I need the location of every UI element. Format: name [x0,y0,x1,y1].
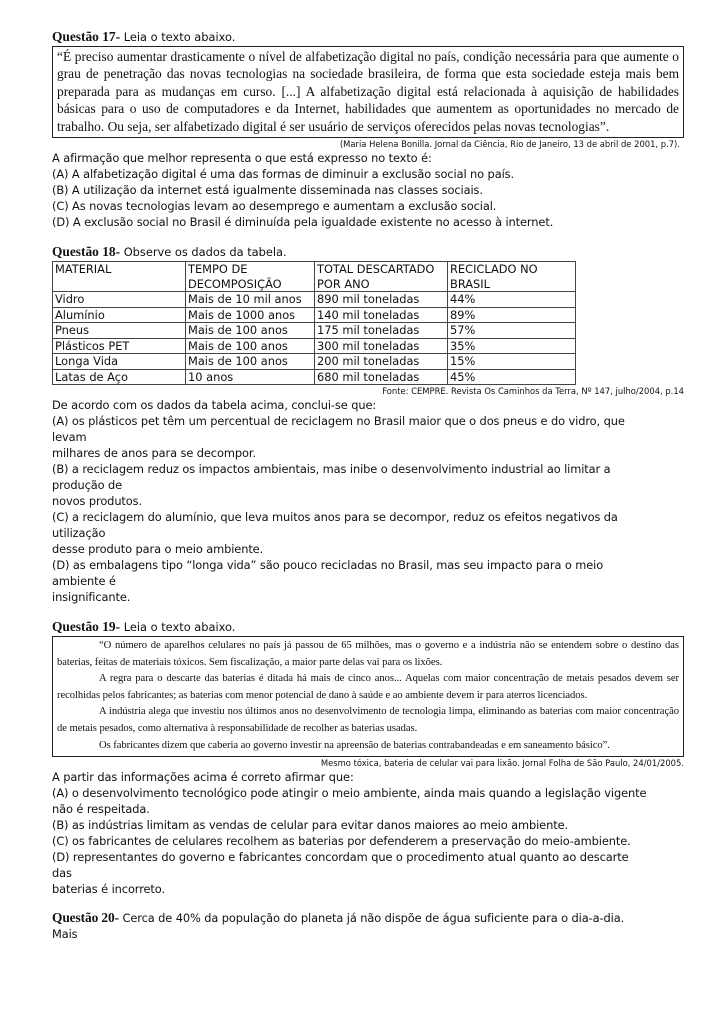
q19-paragraph: A indústria alega que investiu nos últimos anos no desenvolvimento de tecnologia limpa, eliminando as baterias com maior concentração de metais pesados, como alternativa à responsabilidade de recolher as baterias usadas. [57,706,679,734]
q18-lead: Observe os dados da tabela. [120,245,287,260]
table-cell: Longa Vida [53,354,186,370]
q19-quote-box [52,636,684,757]
materials-table [52,261,576,385]
q17-body [52,150,684,230]
q19-paragraph: “O número de aparelhos celulares no país já passou de 65 milhões, mas o governo e a indústria não se entendem sobre o destino das baterias, feitas de materiais tóxicos. Sem fiscalização, a maior parte delas vai para os lixões. [57,640,679,668]
q18-heading [52,243,684,261]
table-cell: Mais de 1000 anos [186,307,315,323]
table-cell: Mais de 10 mil anos [186,292,315,308]
table-cell: Latas de Aço [53,369,186,385]
q17-quote-box [52,46,684,138]
table-cell: Mais de 100 anos [186,354,315,370]
q18-option-d-line2: ambiente é [52,574,116,589]
q17-option-c: (C) As novas tecnologias levam ao desemprego e aumentam a exclusão social. [52,199,497,214]
q19-option-a-line2: não é respeitada. [52,802,150,817]
table-cell: 140 mil toneladas [315,307,448,323]
q17-quote: “É preciso aumentar drasticamente o nível de alfabetização digital no país, condição necessária para que aumente o grau de penetração das novas tecnologias na sociedade brasileira, de forma que esta sociedade esteja mais bem preparada para as mudanças em curso. [...] A alfabetização digital está relacionada à aquisição de habilidades básicas para o uso de computadores e da Internet, habilidades que aumentem as oportunidades no mercado de trabalho. Ou seja, ser alfabetizado digital é ser usuário de serviços oferecidos pelas novas tecnologias”. [57,49,679,134]
table-row [53,292,576,308]
q18-option-a-line3: milhares de anos para se decompor. [52,446,256,461]
table-cell: 45% [448,369,576,385]
q20-body [52,910,684,942]
q17-option-b: (B) A utilização da internet está igualmente disseminada nas classes sociais. [52,183,483,198]
table-cell: Alumínio [53,307,186,323]
q19-option-c: (C) os fabricantes de celulares recolhem as baterias por defenderem a preservação do meio-ambiente. [52,834,631,849]
table-cell: 680 mil toneladas [315,369,448,385]
table-cell: 57% [448,323,576,339]
q17-number: Questão 17- [52,29,121,44]
table-cell: Pneus [53,323,186,339]
q17-lead: Leia o texto abaixo. [120,30,236,44]
q20-heading [52,910,684,926]
table-header-cell: MATERIAL [53,262,186,292]
q19-source: Mesmo tóxica, bateria de celular vai para lixão. Jornal Folha de São Paulo, 24/01/2005. [320,758,684,769]
q18-source: Fonte: CEMPRE. Revista Os Caminhos da Terra, Nº 147, julho/2004, p.14 [382,386,684,397]
q17-option-d: (D) A exclusão social no Brasil é diminuída pela igualdade existente no acesso à internet. [52,215,554,230]
q17-source: (Maria Helena Bonilla. Jornal da Ciência, Rio de Janeiro, 13 de abril de 2001, p.7). [339,139,680,150]
exam-page [52,28,684,942]
table-cell: Mais de 100 anos [186,338,315,354]
q18-option-a-line1: (A) os plásticos pet têm um percentual de reciclagem no Brasil maior que o dos pneus e do vidro, que [52,414,625,429]
table-header-cell: TOTAL DESCARTADO POR ANO [315,262,448,292]
table-row [53,323,576,339]
table-row [53,354,576,370]
q19-number: Questão 19- [52,619,121,635]
table-cell: 175 mil toneladas [315,323,448,339]
q18-option-c-line3: desse produto para o meio ambiente. [52,542,264,557]
table-header-cell: RECICLADO NO BRASIL [448,262,576,292]
q19-lead: Leia o texto abaixo. [120,620,236,635]
q19-heading [52,618,684,636]
q19-paragraph: Os fabricantes dizem que caberia ao governo investir na apreensão de baterias contrabandeadas e em saneamento básico”. [99,739,610,751]
table-cell: 200 mil toneladas [315,354,448,370]
q18-option-c-line2: utilização [52,526,106,541]
table-cell: 10 anos [186,369,315,385]
q18-body [52,397,684,605]
q19-option-d-line2: das [52,866,72,881]
q18-option-d-line3: insignificante. [52,590,131,605]
q18-option-d-line1: (D) as embalagens tipo “longa vida” são pouco recicladas no Brasil, mas seu impacto para o meio [52,558,604,573]
table-cell: 35% [448,338,576,354]
q19-body [52,769,684,897]
table-cell: 44% [448,292,576,308]
q17-heading [52,28,684,46]
q18-option-a-line2: levam [52,430,87,445]
table-header-cell: TEMPO DE DECOMPOSIÇÃO [186,262,315,292]
table-cell: 89% [448,307,576,323]
q17-option-a: (A) A alfabetização digital é uma das formas de diminuir a exclusão social no país. [52,167,514,182]
table-row [53,369,576,385]
q17-prompt: A afirmação que melhor representa o que está expresso no texto é: [52,151,432,166]
q20-number: Questão 20- [52,910,119,926]
table-cell: 300 mil toneladas [315,338,448,354]
q18-option-b-line3: novos produtos. [52,494,143,509]
table-cell: Plásticos PET [53,338,186,354]
q19-option-d-line3: baterias é incorreto. [52,882,165,897]
q18-option-c-line1: (C) a reciclagem do alumínio, que leva muitos anos para se decompor, reduz os efeitos negativos da [52,510,618,525]
table-cell: 15% [448,354,576,370]
table-cell: Mais de 100 anos [186,323,315,339]
q19-option-a-line1: (A) o desenvolvimento tecnológico pode atingir o meio ambiente, ainda mais quando a legislação vigente [52,786,647,801]
q18-number: Questão 18- [52,244,121,260]
table-cell: Vidro [53,292,186,308]
q18-prompt: De acordo com os dados da tabela acima, conclui-se que: [52,398,377,413]
table-row [53,307,576,323]
q19-option-d-line1: (D) representantes do governo e fabricantes concordam que o procedimento atual quanto ao descarte [52,850,629,865]
q18-option-b-line2: produção de [52,478,123,493]
q20-lead: Cerca de 40% da população do planeta já não dispõe de água suficiente para o dia-a-dia. [118,911,625,926]
q18-option-b-line1: (B) a reciclagem reduz os impactos ambientais, mas inibe o desenvolvimento industrial ao limitar a [52,462,611,477]
q19-paragraph: A regra para o descarte das baterias é ditada há mais de cinco anos... Aquelas com maior concentração de metais pesados devem ser recolhidas pelos fabricantes; as baterias com menor potencial de dano à saúde e ao ambiente devem ir para aterros licenciados. [57,673,679,701]
q20-line2: Mais [52,927,78,942]
q19-prompt: A partir das informações acima é correto afirmar que: [52,770,354,785]
table-row [53,338,576,354]
table-cell: 890 mil toneladas [315,292,448,308]
q19-option-b: (B) as indústrias limitam as vendas de celular para evitar danos maiores ao meio ambiente. [52,818,568,833]
table-header-row [53,262,576,292]
